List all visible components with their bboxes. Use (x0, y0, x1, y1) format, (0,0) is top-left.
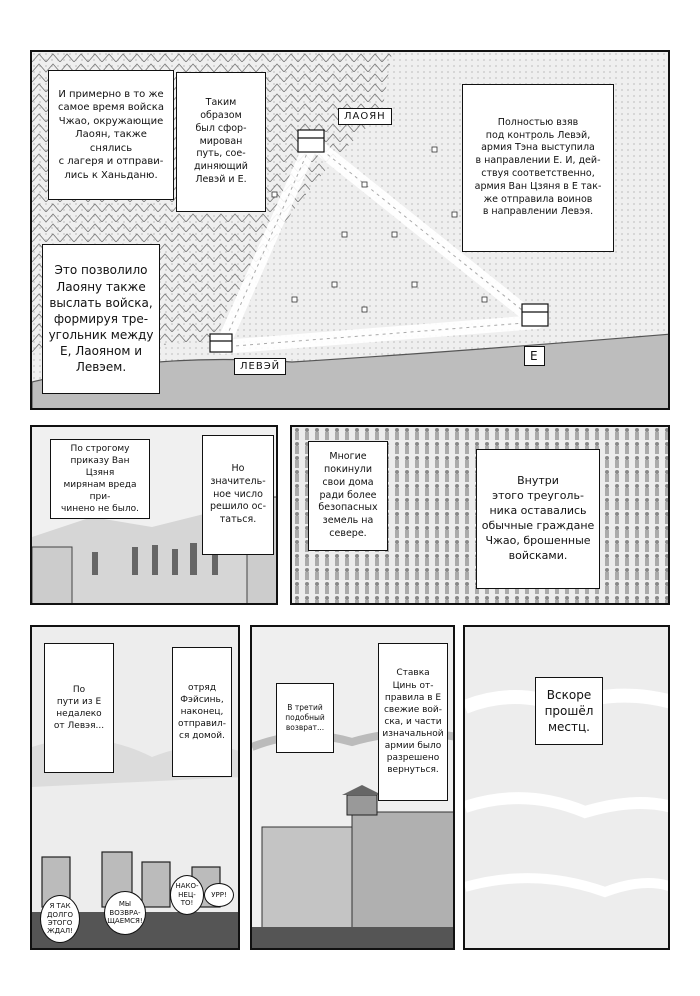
returning-soldiers-panel (30, 625, 240, 950)
speech-bubble-finally: НАКО- НЕЦ- ТО! (170, 875, 204, 915)
sky-clouds (465, 627, 670, 950)
caption-month-passed: Вскоре прошёл местц. (535, 677, 603, 745)
caption-significant-number: Но значитель- ное число решило ос- таться. (202, 435, 274, 555)
caption-feixin: отряд Фэйсинь, наконец, отправил- ся домой. (172, 647, 232, 777)
caption-inside-triangle: Внутри этого треуголь- ника оставались обычные граждане Чжао, брошенные войсками. (476, 449, 600, 589)
speech-bubble-waited: Я ТАК ДОЛГО ЭТОГО ЖДАЛ! (40, 895, 80, 943)
speech-bubble-hooray: УРР! (204, 883, 234, 907)
speech-bubble-returning: МЫ ВОЗВРА- ЩАЕМСЯ! (104, 891, 146, 935)
caption-many-left: Многие покинули свои дома ради более безопасных земель на севере. (308, 441, 388, 551)
caption-path-formed: Таким образом был сфор- мирован путь, сое- диняющий Левэй и Е. (176, 72, 266, 212)
caption-triangle: Это позволило Лаояну также выслать войска, формируя тре- угольник между Е, Лаояном и Левэем. (42, 244, 160, 394)
caption-qin-hq: Ставка Цинь от- правила в Е свежие вой- ска, и части изначальной армии было разрешено вернуться. (378, 643, 448, 801)
city-label-levei: ЛЕВЭЙ (234, 358, 286, 375)
caption-on-way: По пути из Е недалеко от Левэя... (44, 643, 114, 773)
villagers-panel (30, 425, 278, 605)
caption-zhao-armies: И примерно в то же самое время войска Чжао, окружающие Лаоян, также снялись с лагеря и отправи- лись к Ханьданю. (48, 70, 174, 200)
city-label-e: Е (524, 346, 545, 366)
caption-strict-order: По строгому приказу Ван Цзяня мирянам вреда при- чинено не было. (50, 439, 150, 519)
city-label-laoyan: ЛАОЯН (338, 108, 392, 125)
map-panel (30, 50, 670, 410)
caption-full-control: Полностью взяв под контроль Левэй, армия Тэна выступила в направлении Е. И, дей- ствуя соответственно, армия Ван Цзяня в Е так- же отправила воинов в направлении Левэя. (462, 84, 614, 252)
fortress-panel (250, 625, 455, 950)
caption-third-return: В третий подобный возврат... (276, 683, 334, 753)
refugees-panel (290, 425, 670, 605)
sky-panel (463, 625, 670, 950)
